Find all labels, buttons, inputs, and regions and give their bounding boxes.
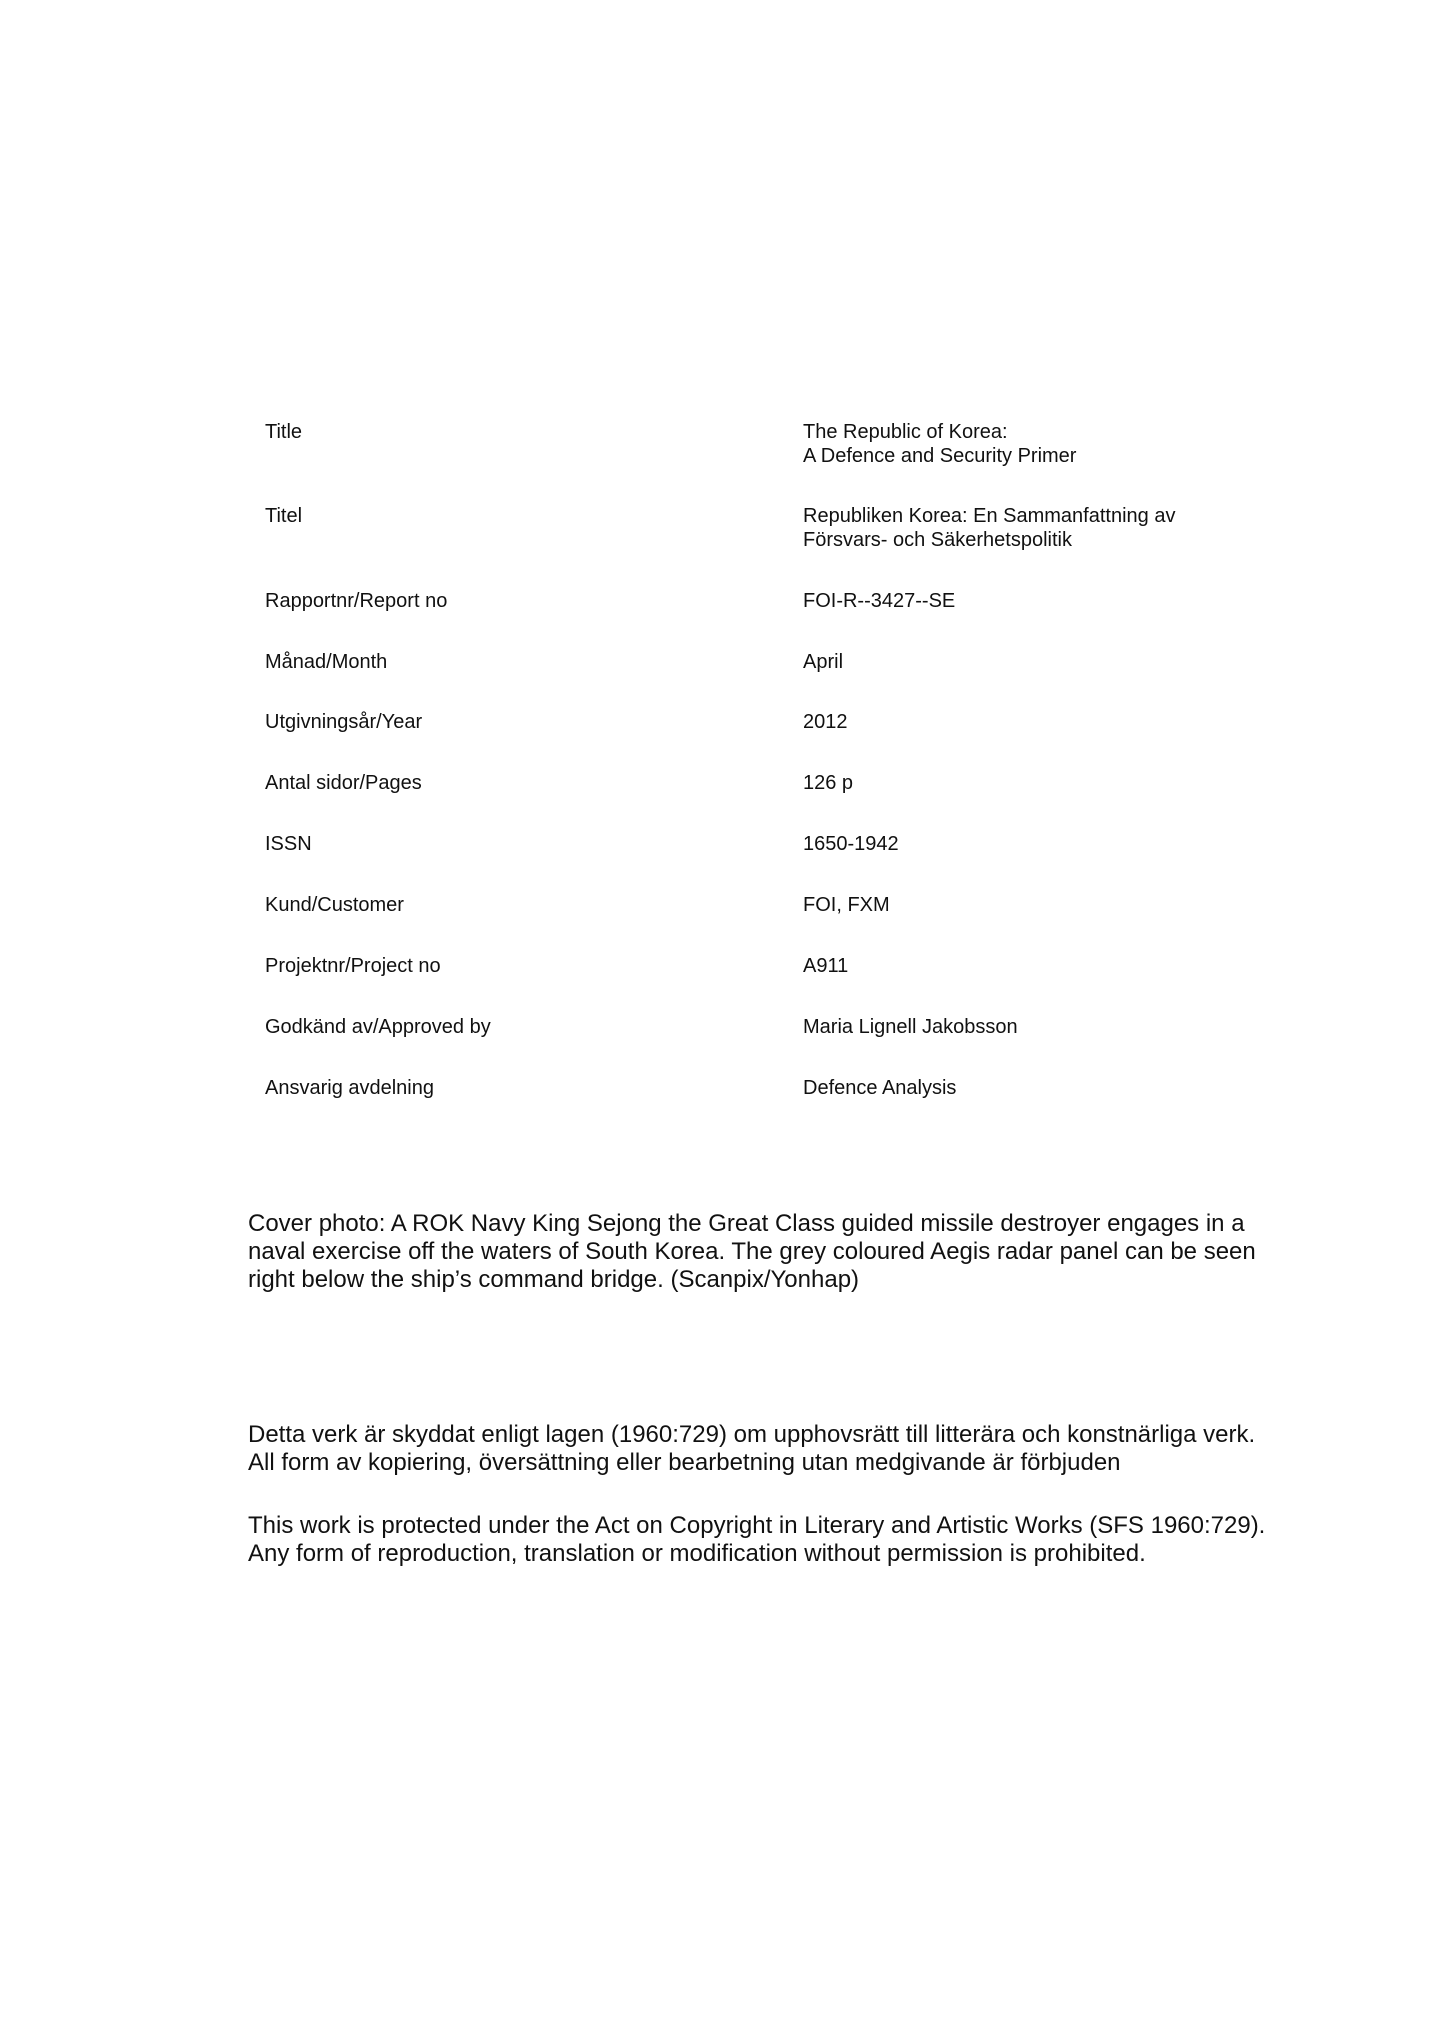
- metadata-value: [803, 504, 1265, 552]
- metadata-label: Utgivningsår/Year: [265, 711, 423, 733]
- copyright-notice-swedish: [248, 1421, 1328, 1477]
- metadata-value: April: [803, 651, 844, 673]
- metadata-row-customer: [265, 893, 1265, 917]
- metadata-row-month: [265, 650, 1265, 674]
- metadata-row-pages: [265, 771, 1265, 795]
- metadata-label: Månad/Month: [265, 651, 388, 673]
- metadata-row-project-no: [265, 954, 1265, 978]
- metadata-label: Ansvarig avdelning: [265, 1077, 434, 1099]
- caption-line: naval exercise off the waters of South Korea. The grey coloured Aegis radar panel can be seen: [248, 1238, 1256, 1265]
- metadata-label: Rapportnr/Report no: [265, 590, 448, 612]
- metadata-row-title: [265, 420, 1265, 468]
- copyright-line: Any form of reproduction, translation or modification without permission is prohibited.: [248, 1540, 1146, 1567]
- cover-photo-caption: [248, 1210, 1288, 1294]
- metadata-value: A911: [803, 955, 849, 977]
- metadata-value-line: The Republic of Korea:: [803, 421, 1008, 443]
- metadata-value: FOI, FXM: [803, 894, 890, 916]
- metadata-row-approved-by: [265, 1015, 1265, 1039]
- metadata-row-report-no: [265, 589, 1265, 613]
- metadata-row-year: [265, 710, 1265, 734]
- metadata-label: Antal sidor/Pages: [265, 772, 422, 794]
- metadata-value: 1650-1942: [803, 833, 899, 855]
- metadata-value: [803, 420, 1265, 468]
- metadata-label: Godkänd av/Approved by: [265, 1016, 491, 1038]
- metadata-label: Titel: [265, 505, 303, 527]
- metadata-row-issn: [265, 832, 1265, 856]
- copyright-line: This work is protected under the Act on Copyright in Literary and Artistic Works (SFS 1960:729).: [248, 1512, 1266, 1539]
- metadata-value-line: Republiken Korea: En Sammanfattning av: [803, 505, 1176, 527]
- metadata-row-department: [265, 1076, 1265, 1100]
- metadata-label: Title: [265, 421, 303, 443]
- metadata-value-line: A Defence and Security Primer: [803, 445, 1077, 467]
- report-metadata-table: [265, 420, 1265, 1100]
- copyright-line: Detta verk är skyddat enligt lagen (1960:729) om upphovsrätt till litterära och konstnärliga verk.: [248, 1421, 1256, 1448]
- metadata-row-titel: [265, 504, 1265, 552]
- metadata-value: FOI-R--3427--SE: [803, 590, 956, 612]
- metadata-value: 2012: [803, 711, 848, 733]
- metadata-value: Defence Analysis: [803, 1077, 957, 1099]
- caption-line: Cover photo: A ROK Navy King Sejong the Great Class guided missile destroyer engages in a: [248, 1210, 1245, 1237]
- metadata-label: ISSN: [265, 833, 312, 855]
- metadata-value: 126 p: [803, 772, 854, 794]
- metadata-value: Maria Lignell Jakobsson: [803, 1016, 1018, 1038]
- copyright-notice-english: [248, 1512, 1328, 1568]
- copyright-line: All form av kopiering, översättning eller bearbetning utan medgivande är förbjuden: [248, 1449, 1121, 1476]
- metadata-value-line: Försvars- och Säkerhetspolitik: [803, 529, 1072, 551]
- caption-line: right below the ship’s command bridge. (Scanpix/Yonhap): [248, 1266, 860, 1293]
- metadata-label: Projektnr/Project no: [265, 955, 441, 977]
- metadata-label: Kund/Customer: [265, 894, 404, 916]
